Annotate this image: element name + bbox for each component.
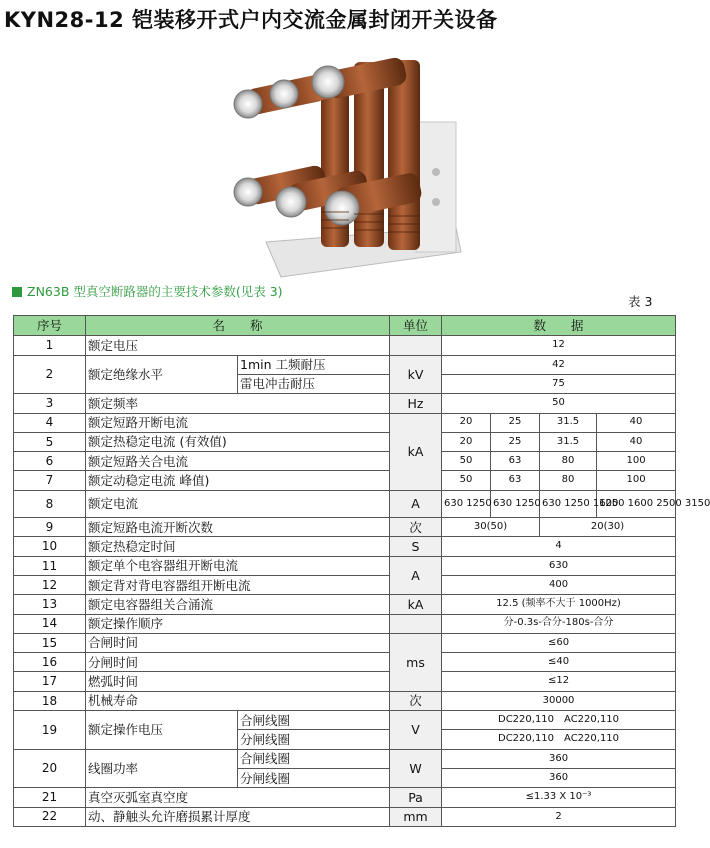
header-data: 数 据 <box>442 316 676 336</box>
row-unit: 次 <box>390 691 442 710</box>
table-row <box>14 432 676 451</box>
row-unit: A <box>390 490 442 517</box>
table-row <box>14 807 676 826</box>
row-value: 25 <box>491 432 540 451</box>
row-unit: Hz <box>390 394 442 413</box>
row-name: 机械寿命 <box>86 691 390 710</box>
row-seq: 8 <box>14 490 86 517</box>
row-value: 12.5 (频率不大于 1000Hz) <box>442 595 676 614</box>
row-value: 30(50) <box>442 518 540 537</box>
row-value: 50 <box>442 471 491 490</box>
row-seq: 3 <box>14 394 86 413</box>
row-seq: 20 <box>14 749 86 788</box>
table-caption-text: ZN63B 型真空断路器的主要技术参数(见表 3) <box>27 284 283 299</box>
row-value: 40 <box>597 432 676 451</box>
row-value: 40 <box>597 413 676 432</box>
row-subname: 合闸线圈 <box>238 711 390 730</box>
row-seq: 5 <box>14 432 86 451</box>
table-row <box>14 672 676 691</box>
row-value: ≤40 <box>442 653 676 672</box>
row-name: 额定电流 <box>86 490 390 517</box>
row-seq: 19 <box>14 711 86 750</box>
row-name: 额定短路开断电流 <box>86 413 390 432</box>
row-value: ≤60 <box>442 633 676 652</box>
row-value: DC220,110 AC220,110 <box>442 730 676 749</box>
row-name: 额定电容器组关合涌流 <box>86 595 390 614</box>
row-unit <box>390 336 442 355</box>
row-unit: S <box>390 537 442 556</box>
table-number: 表 3 <box>628 294 653 309</box>
table-row <box>14 788 676 807</box>
row-value: 360 <box>442 768 676 787</box>
row-value: 4 <box>442 537 676 556</box>
row-value: 400 <box>442 576 676 595</box>
row-seq: 13 <box>14 595 86 614</box>
row-value: 20 <box>442 413 491 432</box>
row-seq: 10 <box>14 537 86 556</box>
table-row <box>14 691 676 710</box>
row-value: 25 <box>491 413 540 432</box>
row-value: 分-0.3s-合分-180s-合分 <box>442 614 676 633</box>
row-seq: 14 <box>14 614 86 633</box>
header-unit: 单位 <box>390 316 442 336</box>
row-value: 20 <box>442 432 491 451</box>
row-unit: kV <box>390 355 442 394</box>
row-unit: V <box>390 711 442 750</box>
table-caption <box>12 282 283 300</box>
table-row <box>14 336 676 355</box>
row-name: 额定背对背电容器组开断电流 <box>86 576 390 595</box>
spec-table <box>13 315 710 827</box>
header-seq: 序号 <box>14 316 86 336</box>
row-value: 100 <box>597 452 676 471</box>
row-seq: 4 <box>14 413 86 432</box>
row-unit: W <box>390 749 442 788</box>
green-square-bullet <box>12 287 22 297</box>
row-unit: A <box>390 556 442 595</box>
row-subname: 分闸线圈 <box>238 768 390 787</box>
row-name: 额定热稳定电流 (有效值) <box>86 432 390 451</box>
row-value: 1250 1600 2500 3150 <box>597 490 676 517</box>
product-photo <box>226 52 471 284</box>
row-name: 额定操作电压 <box>86 711 238 750</box>
row-seq: 11 <box>14 556 86 575</box>
row-name: 额定热稳定时间 <box>86 537 390 556</box>
row-seq: 21 <box>14 788 86 807</box>
row-value: 42 <box>442 355 676 374</box>
row-value: 630 <box>442 556 676 575</box>
table-row <box>14 394 676 413</box>
page-title: KYN28-12 铠装移开式户内交流金属封闭开关设备 <box>4 8 498 32</box>
table-row <box>14 471 676 490</box>
table-row <box>14 749 676 768</box>
row-value: DC220,110 AC220,110 <box>442 711 676 730</box>
row-value: 30000 <box>442 691 676 710</box>
row-seq: 18 <box>14 691 86 710</box>
row-value: 31.5 <box>540 413 597 432</box>
row-seq: 16 <box>14 653 86 672</box>
row-unit: kA <box>390 413 442 490</box>
table-header-row <box>14 316 676 336</box>
row-unit: 次 <box>390 518 442 537</box>
row-value: 630 1250 <box>491 490 540 517</box>
row-value: 12 <box>442 336 676 355</box>
row-name: 额定频率 <box>86 394 390 413</box>
row-name: 分闸时间 <box>86 653 390 672</box>
row-value: 31.5 <box>540 432 597 451</box>
row-name: 额定操作顺序 <box>86 614 390 633</box>
table-row <box>14 413 676 432</box>
row-seq: 15 <box>14 633 86 652</box>
row-name: 额定短路关合电流 <box>86 452 390 471</box>
row-subname: 雷电冲击耐压 <box>238 374 390 393</box>
table-row <box>14 490 676 517</box>
row-seq: 17 <box>14 672 86 691</box>
table-row <box>14 355 676 374</box>
row-seq: 7 <box>14 471 86 490</box>
table-row <box>14 518 676 537</box>
row-value: 50 <box>442 394 676 413</box>
row-name: 额定动稳定电流 峰值) <box>86 471 390 490</box>
row-seq: 2 <box>14 355 86 394</box>
header-name: 名 称 <box>86 316 390 336</box>
row-value: 50 <box>442 452 491 471</box>
table-row <box>14 537 676 556</box>
row-name: 燃弧时间 <box>86 672 390 691</box>
row-name: 额定短路电流开断次数 <box>86 518 390 537</box>
row-value: 63 <box>491 452 540 471</box>
table-row <box>14 576 676 595</box>
row-value: 80 <box>540 452 597 471</box>
row-seq: 12 <box>14 576 86 595</box>
row-name: 线圈功率 <box>86 749 238 788</box>
row-unit <box>390 614 442 633</box>
row-name: 额定电压 <box>86 336 390 355</box>
row-name: 真空灭弧室真空度 <box>86 788 390 807</box>
row-subname: 1min 工频耐压 <box>238 355 390 374</box>
row-name: 动、静触头允许磨损累计厚度 <box>86 807 390 826</box>
row-seq: 1 <box>14 336 86 355</box>
table-row <box>14 595 676 614</box>
row-value: 100 <box>597 471 676 490</box>
row-value: 630 1250 1600 <box>540 490 597 517</box>
row-seq: 9 <box>14 518 86 537</box>
row-value: 63 <box>491 471 540 490</box>
row-subname: 分闸线圈 <box>238 730 390 749</box>
row-value: 75 <box>442 374 676 393</box>
row-value: 2 <box>442 807 676 826</box>
row-unit: kA <box>390 595 442 614</box>
row-value: 20(30) <box>540 518 676 537</box>
row-name: 额定单个电容器组开断电流 <box>86 556 390 575</box>
row-name: 合闸时间 <box>86 633 390 652</box>
table-row <box>14 633 676 652</box>
row-seq: 6 <box>14 452 86 471</box>
row-seq: 22 <box>14 807 86 826</box>
row-value: 80 <box>540 471 597 490</box>
row-name: 额定绝缘水平 <box>86 355 238 394</box>
row-subname: 合闸线圈 <box>238 749 390 768</box>
row-value: 360 <box>442 749 676 768</box>
row-unit: Pa <box>390 788 442 807</box>
table-row <box>14 556 676 575</box>
row-unit: ms <box>390 633 442 691</box>
row-value: ≤12 <box>442 672 676 691</box>
table-row <box>14 614 676 633</box>
table-row <box>14 452 676 471</box>
table-row <box>14 653 676 672</box>
row-value: 630 1250 <box>442 490 491 517</box>
row-unit: mm <box>390 807 442 826</box>
table-row <box>14 711 676 730</box>
row-value: ≤1.33 X 10⁻³ <box>442 788 676 807</box>
